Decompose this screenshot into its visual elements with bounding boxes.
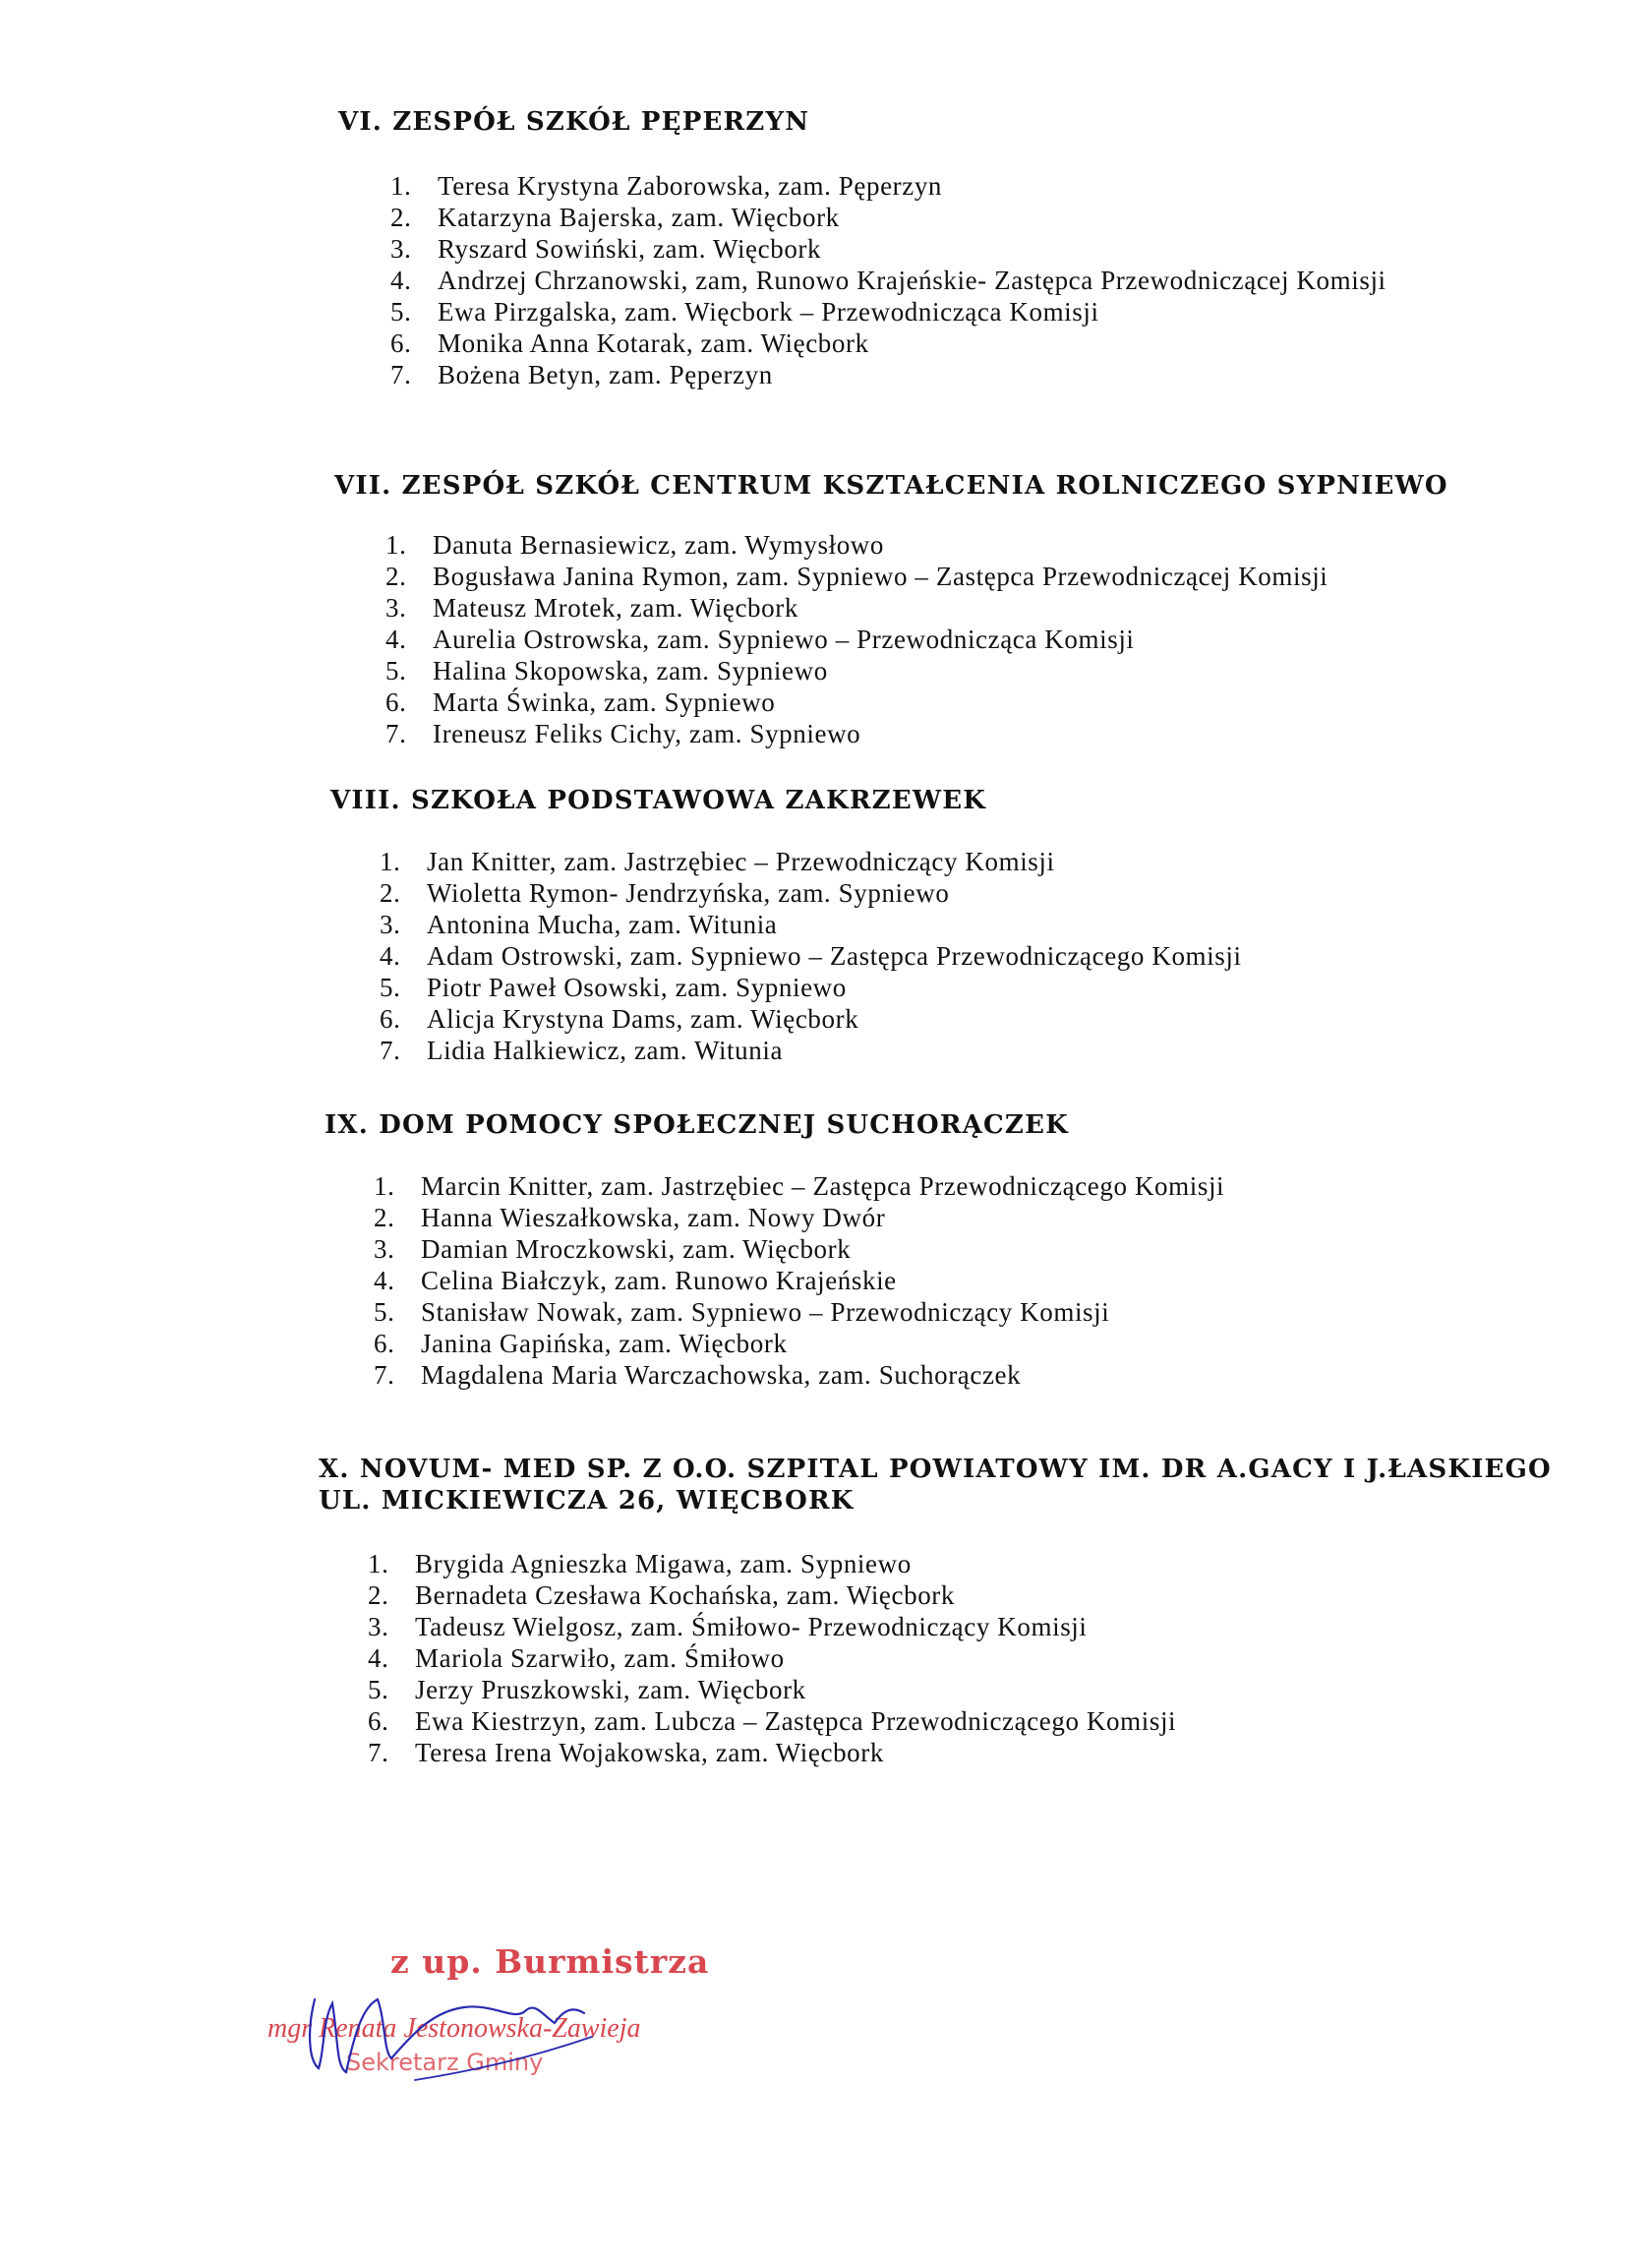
item-text: Bernadeta Czesława Kochańska, zam. Więcbork xyxy=(415,1580,955,1610)
item-text: Tadeusz Wielgosz, zam. Śmiłowo- Przewodniczący Komisji xyxy=(415,1612,1088,1641)
item-number: 1. xyxy=(390,171,412,201)
item-text: Jerzy Pruszkowski, zam. Więcbork xyxy=(415,1675,806,1704)
member-list xyxy=(368,1548,1176,1768)
item-number: 7. xyxy=(390,360,412,389)
item-text: Ryszard Sowiński, zam. Więcbork xyxy=(438,234,822,264)
item-text: Damian Mroczkowski, zam. Więcbork xyxy=(421,1234,852,1264)
list-item xyxy=(368,1674,1176,1705)
list-item xyxy=(385,561,1328,592)
item-text: Teresa Irena Wojakowska, zam. Więcbork xyxy=(415,1738,884,1767)
item-text: Mateusz Mrotek, zam. Więcbork xyxy=(433,593,798,623)
item-number: 4. xyxy=(385,625,407,654)
item-number: 6. xyxy=(380,1004,401,1034)
item-text: Marta Świnka, zam. Sypniewo xyxy=(433,687,776,717)
item-text: Alicja Krystyna Dams, zam. Więcbork xyxy=(427,1004,859,1034)
list-item xyxy=(374,1170,1224,1202)
list-item xyxy=(380,972,1242,1003)
item-number: 7. xyxy=(368,1738,389,1767)
item-number: 3. xyxy=(385,593,407,623)
item-text: Janina Gapińska, zam. Więcbork xyxy=(421,1329,788,1358)
list-item xyxy=(374,1296,1224,1328)
list-item xyxy=(390,359,1386,390)
list-item xyxy=(374,1328,1224,1359)
item-number: 4. xyxy=(390,266,412,295)
item-number: 6. xyxy=(368,1706,389,1736)
item-number: 7. xyxy=(380,1036,401,1065)
item-text: Teresa Krystyna Zaborowska, zam. Pęperzyn xyxy=(438,171,943,201)
list-item xyxy=(390,170,1386,202)
list-item xyxy=(380,1035,1242,1066)
item-number: 1. xyxy=(368,1549,389,1578)
list-item xyxy=(368,1548,1176,1579)
item-number: 2. xyxy=(385,562,407,591)
member-list xyxy=(374,1170,1224,1391)
list-item xyxy=(385,592,1328,624)
list-item xyxy=(368,1642,1176,1674)
item-text: Ireneusz Feliks Cichy, zam. Sypniewo xyxy=(433,719,861,748)
item-number: 4. xyxy=(380,941,401,971)
list-item xyxy=(385,529,1328,561)
item-text: Aurelia Ostrowska, zam. Sypniewo – Przewodnicząca Komisji xyxy=(433,625,1135,654)
item-text: Jan Knitter, zam. Jastrzębiec – Przewodniczący Komisji xyxy=(427,847,1055,876)
section-heading: VI. ZESPÓŁ SZKÓŁ PĘPERZYN xyxy=(338,107,810,137)
item-number: 7. xyxy=(374,1360,395,1390)
item-text: Lidia Halkiewicz, zam. Witunia xyxy=(427,1036,784,1065)
list-item xyxy=(380,909,1242,940)
item-number: 1. xyxy=(374,1171,395,1201)
member-list xyxy=(390,170,1386,390)
item-number: 3. xyxy=(374,1234,395,1264)
item-number: 5. xyxy=(374,1297,395,1327)
item-text: Bogusława Janina Rymon, zam. Sypniewo – Zastępca Przewodniczącej Komisji xyxy=(433,562,1328,591)
item-text: Ewa Kiestrzyn, zam. Lubcza – Zastępca Przewodniczącego Komisji xyxy=(415,1706,1177,1736)
list-item xyxy=(385,686,1328,718)
list-item xyxy=(385,624,1328,655)
item-text: Adam Ostrowski, zam. Sypniewo – Zastępca Przewodniczącego Komisji xyxy=(427,941,1242,971)
item-text: Marcin Knitter, zam. Jastrzębiec – Zastępca Przewodniczącego Komisji xyxy=(421,1171,1225,1201)
item-text: Brygida Agnieszka Migawa, zam. Sypniewo xyxy=(415,1549,912,1578)
item-number: 4. xyxy=(374,1266,395,1295)
list-item xyxy=(385,718,1328,749)
item-text: Danuta Bernasiewicz, zam. Wymysłowo xyxy=(433,530,884,560)
section-heading: VII. ZESPÓŁ SZKÓŁ CENTRUM KSZTAŁCENIA ROLNICZEGO SYPNIEWO xyxy=(334,471,1448,501)
section-heading: VIII. SZKOŁA PODSTAWOWA ZAKRZEWEK xyxy=(330,786,987,815)
item-text: Mariola Szarwiło, zam. Śmiłowo xyxy=(415,1643,785,1673)
item-number: 6. xyxy=(374,1329,395,1358)
list-item xyxy=(368,1737,1176,1768)
item-number: 2. xyxy=(368,1580,389,1610)
list-item xyxy=(380,940,1242,972)
item-text: Monika Anna Kotarak, zam. Więcbork xyxy=(438,328,869,358)
stamp-title-line: Sekretarz Gminy xyxy=(346,2049,544,2076)
item-number: 6. xyxy=(390,328,412,358)
item-number: 5. xyxy=(390,297,412,327)
list-item xyxy=(380,877,1242,909)
list-item xyxy=(374,1233,1224,1265)
item-text: Katarzyna Bajerska, zam. Więcbork xyxy=(438,203,840,232)
item-text: Antonina Mucha, zam. Witunia xyxy=(427,910,778,939)
member-list xyxy=(380,846,1242,1066)
item-text: Halina Skopowska, zam. Sypniewo xyxy=(433,656,828,685)
item-number: 3. xyxy=(368,1612,389,1641)
item-number: 1. xyxy=(380,847,401,876)
item-number: 2. xyxy=(390,203,412,232)
list-item xyxy=(390,296,1386,327)
list-item xyxy=(374,1359,1224,1391)
item-number: 6. xyxy=(385,687,407,717)
item-number: 4. xyxy=(368,1643,389,1673)
item-text: Andrzej Chrzanowski, zam, Runowo Krajeńskie- Zastępca Przewodniczącej Komisji xyxy=(438,266,1386,295)
list-item xyxy=(368,1611,1176,1642)
item-number: 2. xyxy=(380,878,401,908)
item-text: Ewa Pirzgalska, zam. Więcbork – Przewodnicząca Komisji xyxy=(438,297,1099,327)
list-item xyxy=(368,1579,1176,1611)
item-text: Piotr Paweł Osowski, zam. Sypniewo xyxy=(427,973,847,1002)
item-number: 5. xyxy=(380,973,401,1002)
item-number: 5. xyxy=(385,656,407,685)
list-item xyxy=(368,1705,1176,1737)
official-stamp xyxy=(267,1942,710,2090)
list-item xyxy=(390,202,1386,233)
list-item xyxy=(380,846,1242,877)
item-number: 3. xyxy=(390,234,412,264)
stamp-authority-line: z up. Burmistrza xyxy=(390,1942,710,1981)
section-heading: IX. DOM POMOCY SPOŁECZNEJ SUCHORĄCZEK xyxy=(324,1110,1069,1140)
list-item xyxy=(390,327,1386,359)
list-item xyxy=(385,655,1328,686)
item-number: 5. xyxy=(368,1675,389,1704)
item-number: 1. xyxy=(385,530,407,560)
item-text: Bożena Betyn, zam. Pęperzyn xyxy=(438,360,773,389)
list-item xyxy=(380,1003,1242,1035)
item-text: Celina Białczyk, zam. Runowo Krajeńskie xyxy=(421,1266,897,1295)
list-item xyxy=(390,233,1386,265)
stamp-name-line: mgr Renata Jestonowska-Zawieja xyxy=(267,2013,641,2044)
item-text: Wioletta Rymon- Jendrzyńska, zam. Sypniewo xyxy=(427,878,950,908)
item-text: Magdalena Maria Warczachowska, zam. Suchorączek xyxy=(421,1360,1022,1390)
list-item xyxy=(374,1265,1224,1296)
item-number: 3. xyxy=(380,910,401,939)
list-item xyxy=(390,265,1386,296)
section-heading: X. NOVUM- MED SP. Z O.O. SZPITAL POWIATOWY IM. DR A.GACY I J.ŁASKIEGO UL. MICKIEWICZA 26, WIĘCBORK xyxy=(319,1455,1552,1516)
member-list xyxy=(385,529,1328,749)
item-number: 7. xyxy=(385,719,407,748)
list-item xyxy=(374,1202,1224,1233)
item-text: Hanna Wieszałkowska, zam. Nowy Dwór xyxy=(421,1203,886,1232)
item-number: 2. xyxy=(374,1203,395,1232)
item-text: Stanisław Nowak, zam. Sypniewo – Przewodniczący Komisji xyxy=(421,1297,1110,1327)
